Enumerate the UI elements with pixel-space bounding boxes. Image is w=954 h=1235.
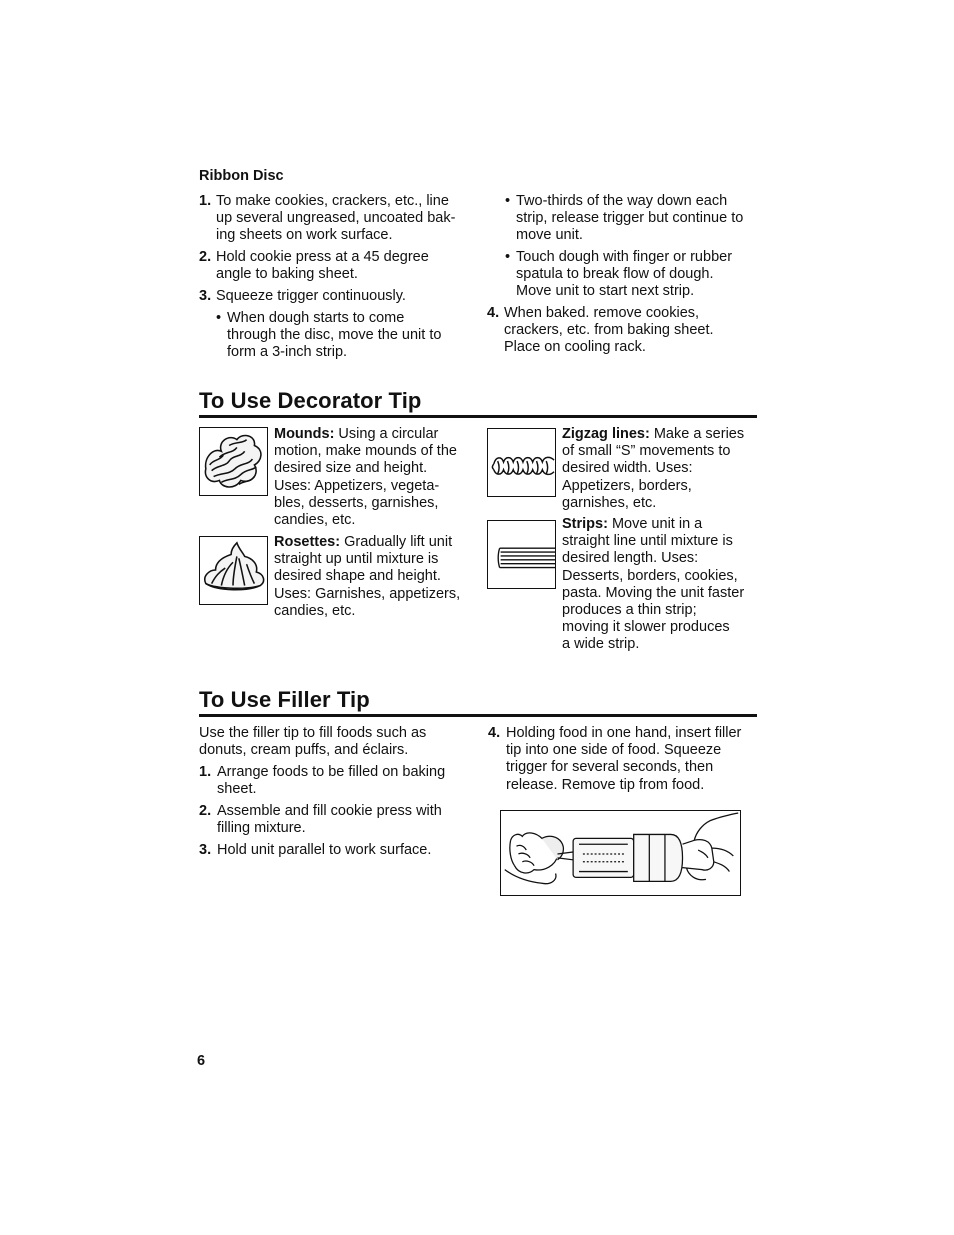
bullet-glyph: • [216,310,222,326]
strips-description [562,516,762,654]
bullet-text-line: move unit. [516,227,583,244]
strip-icon [488,521,555,588]
mound-swirl-icon [200,428,267,495]
bullet-glyph: • [505,193,511,209]
mounds-text: Using a circular [334,426,439,442]
step-text-line: sheet. [217,781,257,798]
step-text-line: filling mixture. [217,820,306,837]
bullet-text-line: spatula to break flow of dough. [516,266,714,283]
strips-text-line: pasta. Moving the unit faster [562,584,745,601]
step-text-line: up several ungreased, uncoated bak- [216,210,456,227]
step-text-line: trigger for several seconds, then [506,759,714,776]
step-number: 4. [488,725,501,741]
filler-intro-line: Use the filler tip to fill foods such as [199,725,427,741]
step-text-line: Hold cookie press at a 45 degree [216,249,429,265]
mounds-text-line: desired size and height. [274,460,428,477]
rosettes-text-line: candies, etc. [274,602,356,619]
zigzag-label: Zigzag lines: [562,426,650,442]
step-number: 3. [199,842,212,858]
step-text-line: crackers, etc. from baking sheet. [504,322,714,339]
filler-step-4 [488,725,763,794]
ribbon-step-2 [199,249,474,283]
bullet-text-line: strip, release trigger but continue to [516,210,744,227]
ribbon-bullet-dough [216,310,476,362]
step-number: 2. [199,249,212,265]
bullet-text-line: Touch dough with finger or rubber [516,249,733,265]
mounds-label: Mounds: [274,426,335,442]
strips-label: Strips: [562,516,608,532]
step-text-line: ing sheets on work surface. [216,227,393,244]
mounds-text-line: bles, desserts, garnishes, [274,494,439,511]
step-number: 1. [199,764,212,780]
bullet-text-line: Move unit to start next strip. [516,283,695,300]
step-number: 4. [487,305,500,321]
ribbon-disc-heading: Ribbon Disc [199,168,284,184]
step-text-line: Holding food in one hand, insert filler [506,725,742,741]
rosettes-text-line: desired shape and height. [274,568,441,585]
rosettes-label: Rosettes: [274,534,341,550]
rosettes-text-line: straight up until mixture is [274,551,439,568]
bullet-text-line: When dough starts to come [227,310,405,326]
rosettes-text-line: Uses: Garnishes, appetizers, [274,585,461,602]
zigzag-description [562,426,762,512]
step-number: 3. [199,288,212,304]
ribbon-bullet-two-thirds [505,193,763,245]
step-number: 2. [199,803,212,819]
rosettes-text: Gradually lift unit [340,534,453,550]
mounds-text-line: candies, etc. [274,512,356,529]
cookie-press-filling-icon [501,811,740,895]
strips-text-line: moving it slower produces [562,619,730,636]
ribbon-step-3 [199,288,474,305]
strips-text-line: straight line until mixture is [562,533,733,550]
rosette-icon [200,537,267,604]
strips-illustration [487,520,556,589]
mounds-description [274,426,479,529]
step-text-line: Assemble and fill cookie press with [217,803,442,819]
zigzag-text-line: of small “S” movements to [562,443,731,460]
filler-illustration [500,810,741,896]
bullet-text-line: through the disc, move the unit to [227,327,442,344]
step-text-line: Arrange foods to be filled on baking [217,764,446,780]
bullet-text-line: form a 3-inch strip. [227,344,348,361]
step-text-line: When baked. remove cookies, [504,305,700,321]
ribbon-step-1 [199,193,474,245]
step-text-line: angle to baking sheet. [216,266,358,283]
rosettes-illustration [199,536,268,605]
step-text-line: Place on cooling rack. [504,339,646,356]
step-text-line: release. Remove tip from food. [506,776,705,793]
bullet-glyph: • [505,249,511,265]
step-text-line: To make cookies, crackers, etc., line [216,193,449,209]
ribbon-bullet-touch-dough [505,249,763,301]
strips-text-line: desired length. Uses: [562,550,699,567]
filler-step-1 [199,764,479,798]
step-text-line: Hold unit parallel to work surface. [217,842,432,858]
strips-text-line: produces a thin strip; [562,602,697,619]
mounds-illustration [199,427,268,496]
filler-step-3 [199,842,479,859]
zigzag-text-line: garnishes, etc. [562,494,657,511]
section-divider [199,714,757,717]
step-text-line: tip into one side of food. Squeeze [506,742,722,759]
page-number: 6 [197,1053,206,1069]
zigzag-illustration [487,428,556,497]
strips-text-line: a wide strip. [562,636,640,653]
zigzag-text: Make a series [649,426,745,442]
step-text-line: Squeeze trigger continuously. [216,288,406,304]
mounds-text-line: motion, make mounds of the [274,443,457,460]
strips-text-line: Desserts, borders, cookies, [562,567,738,584]
filler-intro [199,725,479,759]
filler-tip-title: To Use Filler Tip [199,687,370,712]
step-number: 1. [199,193,212,209]
zigzag-text-line: desired width. Uses: [562,460,693,477]
rosettes-description [274,534,479,620]
mounds-text-line: Uses: Appetizers, vegeta- [274,477,440,494]
zigzag-line-icon [488,429,555,496]
filler-intro-line: donuts, cream puffs, and éclairs. [199,742,409,759]
zigzag-text-line: Appetizers, borders, [562,477,692,494]
section-divider [199,415,757,418]
strips-text: Move unit in a [607,516,703,532]
decorator-tip-title: To Use Decorator Tip [199,388,422,413]
ribbon-step-4 [487,305,757,357]
filler-step-2 [199,803,479,837]
bullet-text-line: Two-thirds of the way down each [516,193,728,209]
